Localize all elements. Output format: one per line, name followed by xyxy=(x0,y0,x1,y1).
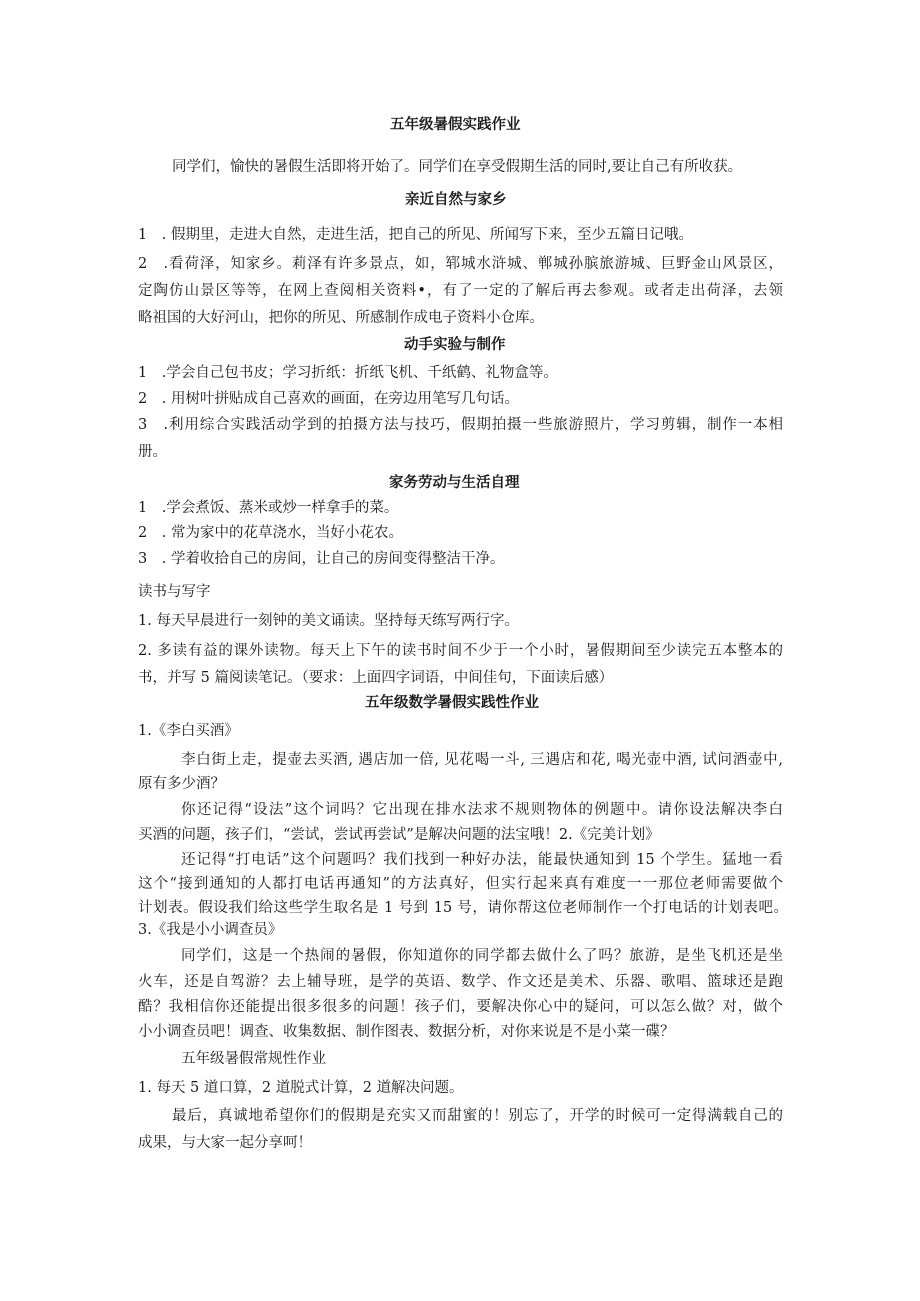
section-heading-housework: 家务劳动与生活自理 xyxy=(389,475,520,491)
page-title: 五年级暑假实践作业 xyxy=(390,117,521,133)
math-problem-1-line-2: 原有多少酒？ xyxy=(138,776,225,792)
math-heading: 五年级数学暑假实践性作业 xyxy=(365,695,539,711)
nature-item-1: 1 . 假期里，走进大自然，走进生活，把自己的所见、所闻写下来，至少五篇日记哦。 xyxy=(138,227,693,243)
housework-item-1: 1 .学会煮饭、蒸米或炒一样拿手的菜。 xyxy=(138,500,399,516)
closing-line-2: 成果，与大家一起分享呵！ xyxy=(138,1135,312,1151)
reading-item-2-line-1: 2. 多读有益的课外读物。每天上下午的读书时间不少于一个小时，暑假期间至少读完五本整本的 xyxy=(138,643,783,659)
handcraft-item-3-line-1: 3 .利用综合实践活动学到的拍摄方法与技巧，假期拍摄一些旅游照片，学习剪辑，制作一本相 xyxy=(138,417,783,433)
math-problem-3-line-2: 火车，还是自驾游？去上辅导班，是学的英语、数学、作文还是美术、乐器、歌唱、篮球还是跑 xyxy=(138,974,783,990)
math-problem-1-line-1: 李白街上走，提壶去买酒, 遇店加一倍, 见花喝一斗, 三遇店和花, 喝光壶中酒, 试问酒壶中, xyxy=(181,752,783,768)
handcraft-item-1: 1 .学会自己包书皮；学习折纸：折纸飞机、千纸鹤、礼物盒等。 xyxy=(138,365,558,381)
nature-item-2-line-3: 略祖国的大好河山，把你的所见、所感制作成电子资料小仓库。 xyxy=(138,310,544,326)
closing-line-1: 最后，真诚地希望你们的假期是充实又而甜蜜的！别忘了，开学的时候可一定得满载自己的 xyxy=(172,1108,783,1124)
section-heading-nature: 亲近自然与家乡 xyxy=(405,192,507,208)
nature-item-2-line-1: 2 .看荷泽，知家乡。莉泽有许多景点，如，郓城水浒城、郸城孙膑旅游城、巨野金山风景区， xyxy=(138,256,783,272)
math-problem-3-line-1: 同学们，这是一个热闹的暑假，你知道你的同学都去做什么了吗？旅游，是坐飞机还是坐 xyxy=(181,948,783,964)
math-problem-3-line-4: 小小调查员吧！调查、收集数据、制作图表、数据分析，对你来说是不是小菜一碟？ xyxy=(138,1024,675,1040)
routine-item-1: 1. 每天 5 道口算，2 道脱式计算，2 道解决问题。 xyxy=(138,1080,464,1096)
math-problem-2-line-2: 这个“接到通知的人都打电话再通知”的方法真好，但实行起来真有难度一一那位老师需要做个 xyxy=(138,876,783,892)
routine-heading: 五年级暑假常规性作业 xyxy=(181,1051,326,1067)
intro-paragraph: 同学们，愉快的暑假生活即将开始了。同学们在享受假期生活的同时,要让自己有所收获。 xyxy=(172,159,743,175)
section-heading-handcraft: 动手实验与制作 xyxy=(404,337,506,353)
math-problem-2-line-1: 还记得“打电话”这个问题吗？我们找到一种好办法，能最快通知到 15 个学生。猛地一看 xyxy=(181,852,783,868)
math-problem-1-hint-line-1: 你还记得“设法”这个词吗？它出现在排水法求不规则物体的例题中。请你设法解决李白 xyxy=(181,802,783,818)
section-heading-reading: 读书与写字 xyxy=(138,584,211,600)
housework-item-2: 2 . 常为家中的花草浇水，当好小花农。 xyxy=(138,525,403,541)
handcraft-item-3-line-2: 册。 xyxy=(138,444,167,460)
math-problem-3-line-3: 酷？我相信你还能提出很多很多的问题！孩子们，要解决你心中的疑问，可以怎么做？对，做个 xyxy=(138,999,783,1015)
reading-item-2-line-2: 书，并写 5 篇阅读笔记。（要求：上面四字词语，中间佳句，下面读后感） xyxy=(138,670,614,686)
housework-item-3: 3 . 学着收拾自己的房间，让自己的房间变得整洁干净。 xyxy=(138,551,505,567)
math-problem-1-title: 1.《李白买酒》 xyxy=(138,723,239,739)
reading-item-1: 1. 每天早晨进行一刻钟的美文诵读。坚持每天练写两行字。 xyxy=(138,613,519,629)
math-problem-2-line-3: 计划表。假设我们给这些学生取名是 1 号到 15 号，请你帮这位老师制作一个打电话的计划表吧。 xyxy=(138,900,788,916)
handcraft-item-2: 2 . 用树叶拼贴成自己喜欢的画面，在旁边用笔写几句话。 xyxy=(138,391,519,407)
math-problem-3-title: 3.《我是小小调查员》 xyxy=(138,922,283,938)
nature-item-2-line-2: 定陶仿山景区等等，在网上查阅相关资料•，有了一定的了解后再去参观。或者走出荷泽，去领 xyxy=(138,283,783,299)
math-problem-1-hint-line-2: 买酒的问题，孩子们，“尝试，尝试再尝试”是解决问题的法宝哦！2.《完美计划》 xyxy=(138,827,660,843)
